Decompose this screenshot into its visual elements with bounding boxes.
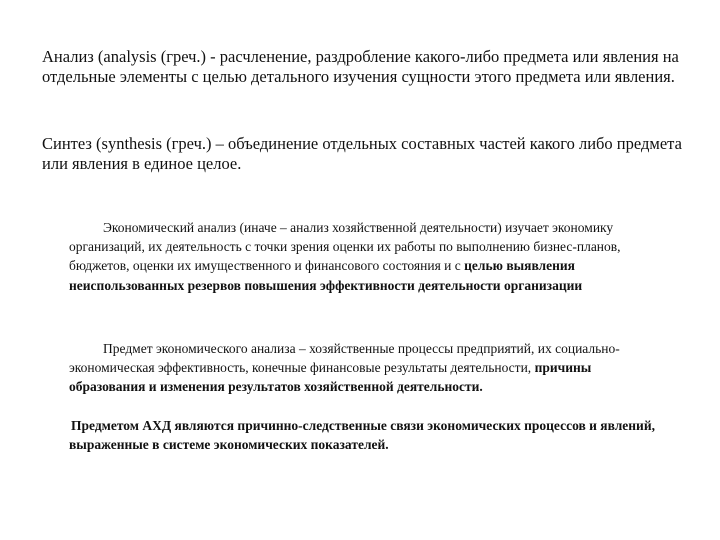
subject-text: Предмет экономического анализа – хозяйственные процессы предприятий, их социально-экономическая эффективность, конечные финансовые результаты деятельности, [69, 341, 620, 376]
subject-emphasis: причины образования и изменения результатов хозяйственной деятельности. [69, 360, 592, 395]
subject-paragraph [69, 339, 659, 397]
economic-analysis-text: Экономический анализ (иначе – анализ хозяйственной деятельности) изучает экономику организаций, их деятельность с точки зрения оценки их работы по выполнению бизнес-планов, бюджетов, оценки их имущественного и финансового состояния и с [69, 220, 621, 274]
economic-analysis-paragraph [69, 218, 659, 295]
analysis-definition: Анализ (analysis (греч.) - расчленение, раздробление какого-либо предмета или явления на отдельные элементы с целью детального изучения сущности этого предмета или явления. [42, 47, 679, 86]
object-text: Предметом АХД являются причинно-следственные связи экономических процессов и явлений, выраженные в системе экономических показателей. [69, 418, 655, 453]
economic-analysis-goal: целью выявления неиспользованных резервов повышения эффективности деятельности организации [69, 258, 583, 293]
synthesis-definition: Синтез (synthesis (греч.) – объединение отдельных составных частей какого либо предмета или явления в единое целое. [42, 134, 682, 173]
object-paragraph [69, 416, 659, 454]
